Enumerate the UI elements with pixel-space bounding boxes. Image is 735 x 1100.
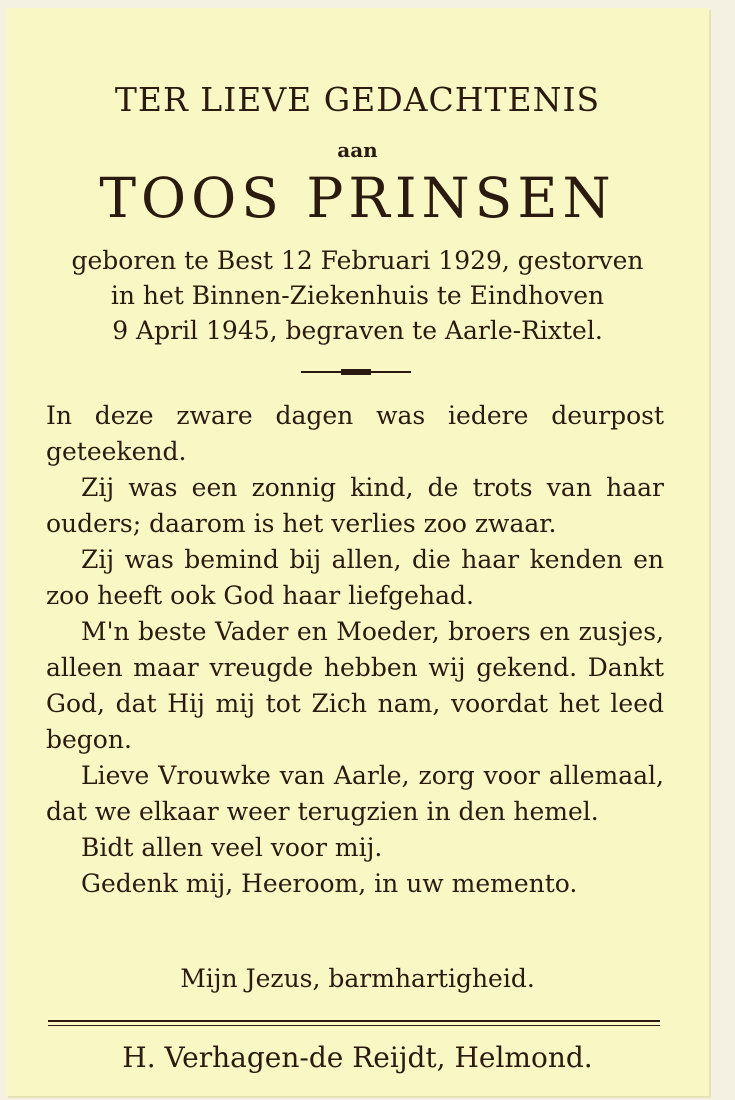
paragraph-gedenk: Gedenk mij, Heeroom, in uw memento. bbox=[81, 869, 578, 898]
closing-prayer: Mijn Jezus, barmhartigheid. bbox=[180, 964, 535, 993]
divider-ornament bbox=[301, 367, 411, 377]
aan-label: aan bbox=[337, 138, 378, 162]
footer-rule-thin bbox=[48, 1025, 660, 1026]
paragraph-vrouwke: Lieve Vrouwke van Aarle, zorg voor allemaal, dat we elkaar weer terugzien in den hemel. bbox=[46, 761, 664, 826]
memorial-card bbox=[6, 8, 709, 1096]
paragraph-bemind: Zij was bemind bij allen, die haar kenden en zoo heeft ook God haar liefgehad. bbox=[46, 545, 664, 610]
life-line-burial: 9 April 1945, begraven te Aarle-Rixtel. bbox=[112, 316, 603, 345]
footer-rule bbox=[48, 1020, 660, 1022]
life-details bbox=[6, 243, 709, 348]
paragraph-bidt: Bidt allen veel voor mij. bbox=[81, 833, 383, 862]
printer-credit: H. Verhagen-de Reijdt, Helmond. bbox=[122, 1041, 593, 1074]
paragraph-deurpost: In deze zware dagen was iedere deurpost geteekend. bbox=[46, 401, 664, 466]
paragraph-zonnig-kind: Zij was een zonnig kind, de trots van haar ouders; daarom is het verlies zoo zwaar. bbox=[46, 473, 664, 538]
memorial-text bbox=[46, 398, 664, 902]
card-heading: TER LIEVE GEDACHTENIS bbox=[114, 80, 601, 119]
deceased-name: TOOS PRINSEN bbox=[99, 166, 616, 230]
paragraph-ouders: M'n beste Vader en Moeder, broers en zusjes, alleen maar vreugde hebben wij gekend. Dankt God, dat Hij mij tot Zich nam, voordat het leed begon. bbox=[46, 617, 664, 754]
life-line-death-place: in het Binnen-Ziekenhuis te Eindhoven bbox=[110, 281, 605, 310]
life-line-birth: geboren te Best 12 Februari 1929, gestorven bbox=[71, 246, 644, 275]
